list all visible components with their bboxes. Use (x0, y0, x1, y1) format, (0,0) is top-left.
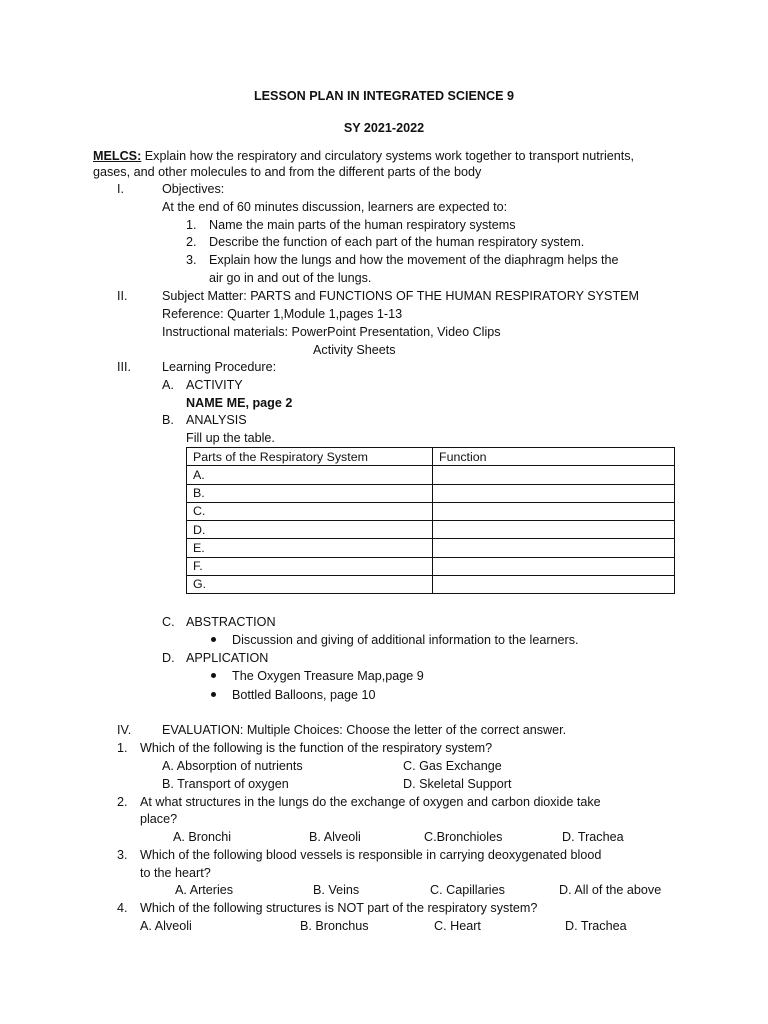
q1-choice-d: D. Skeletal Support (403, 777, 512, 791)
question-num-4: 4. (117, 901, 128, 915)
question-num-1: 1. (117, 741, 128, 755)
section-numeral-2: II. (117, 289, 128, 303)
question-text-2b: place? (140, 812, 178, 826)
instructional-materials-2: Activity Sheets (313, 343, 396, 357)
q3-choice-a: A. Arteries (175, 883, 234, 897)
reference: Reference: Quarter 1,Module 1,pages 1-13 (162, 307, 403, 321)
application-label: APPLICATION (186, 651, 269, 665)
question-text-4: Which of the following structures is NOT part of the respiratory system? (140, 901, 538, 915)
abstraction-bullet: Discussion and giving of additional information to the learners. (232, 633, 579, 647)
table-cell-part: F. (187, 557, 433, 575)
school-year: SY 2021-2022 (343, 121, 425, 135)
q4-choice-c: C. Heart (434, 919, 481, 933)
respiratory-parts-table (186, 447, 675, 594)
abstraction-letter: C. (162, 615, 175, 629)
q3-choice-b: B. Veins (313, 883, 360, 897)
table-row (187, 502, 675, 520)
objective-text-1: Name the main parts of the human respiratory systems (209, 218, 516, 232)
objective-num-1: 1. (186, 218, 197, 232)
q2-choice-c: C.Bronchioles (424, 830, 503, 844)
question-text-1: Which of the following is the function of the respiratory system? (140, 741, 493, 755)
q2-choice-a: A. Bronchi (173, 830, 232, 844)
bullet-icon (211, 692, 216, 697)
activity-letter: A. (162, 378, 174, 392)
table-cell-function (433, 575, 675, 593)
objectives-intro: At the end of 60 minutes discussion, learners are expected to: (162, 200, 508, 214)
bullet-icon (211, 673, 216, 678)
melcs-label: MELCS: (93, 149, 142, 163)
section-numeral-1: I. (117, 182, 124, 196)
objective-num-3: 3. (186, 253, 197, 267)
question-text-3a: Which of the following blood vessels is responsible in carrying deoxygenated blood (140, 848, 602, 862)
objective-text-3a: Explain how the lungs and how the movement of the diaphragm helps the (209, 253, 619, 267)
table-cell-part: E. (187, 539, 433, 557)
table-cell-part: D. (187, 521, 433, 539)
table-cell-part: C. (187, 502, 433, 520)
application-letter: D. (162, 651, 175, 665)
bullet-icon (211, 637, 216, 642)
q1-choice-c: C. Gas Exchange (403, 759, 502, 773)
table-cell-part: B. (187, 484, 433, 502)
table-cell-part: A. (187, 466, 433, 484)
objective-num-2: 2. (186, 235, 197, 249)
melcs-line-2: gases, and other molecules to and from the different parts of the body (93, 165, 482, 179)
analysis-letter: B. (162, 413, 174, 427)
q3-choice-c: C. Capillaries (430, 883, 505, 897)
table-row (187, 484, 675, 502)
q4-choice-d: D. Trachea (565, 919, 627, 933)
application-bullet-2: Bottled Balloons, page 10 (232, 688, 376, 702)
section-numeral-4: IV. (117, 723, 132, 737)
q4-choice-b: B. Bronchus (300, 919, 369, 933)
table-cell-function (433, 557, 675, 575)
table-cell-function (433, 466, 675, 484)
objectives-heading: Objectives: (162, 182, 225, 196)
table-row (187, 466, 675, 484)
table-header-row (187, 448, 675, 466)
table-header-function: Function (433, 448, 675, 466)
table-header-parts: Parts of the Respiratory System (187, 448, 433, 466)
document-title: LESSON PLAN IN INTEGRATED SCIENCE 9 (253, 89, 515, 103)
q3-choice-d: D. All of the above (559, 883, 662, 897)
evaluation-heading: EVALUATION: Multiple Choices: Choose the letter of the correct answer. (162, 723, 567, 737)
q1-choice-b: B. Transport of oxygen (162, 777, 289, 791)
table-row (187, 539, 675, 557)
procedure-heading: Learning Procedure: (162, 360, 277, 374)
melcs-text-1: Explain how the respiratory and circulatory systems work together to transport nutrients, (141, 149, 635, 163)
analysis-detail: Fill up the table. (186, 431, 275, 445)
activity-detail: NAME ME, page 2 (186, 396, 293, 410)
table-row (187, 521, 675, 539)
objective-text-3b: air go in and out of the lungs. (209, 271, 372, 285)
melcs-line-1 (93, 148, 634, 165)
q1-choice-a: A. Absorption of nutrients (162, 759, 303, 773)
objective-text-2: Describe the function of each part of the human respiratory system. (209, 235, 585, 249)
table-cell-part: G. (187, 575, 433, 593)
table-row (187, 575, 675, 593)
section-numeral-3: III. (117, 360, 131, 374)
activity-label: ACTIVITY (186, 378, 243, 392)
abstraction-label: ABSTRACTION (186, 615, 276, 629)
question-num-3: 3. (117, 848, 128, 862)
analysis-label: ANALYSIS (186, 413, 247, 427)
question-num-2: 2. (117, 795, 128, 809)
table-cell-function (433, 502, 675, 520)
table-row (187, 557, 675, 575)
q2-choice-b: B. Alveoli (309, 830, 361, 844)
instructional-materials: Instructional materials: PowerPoint Presentation, Video Clips (162, 325, 501, 339)
question-text-3b: to the heart? (140, 866, 211, 880)
q4-choice-a: A. Alveoli (140, 919, 192, 933)
table-cell-function (433, 484, 675, 502)
application-bullet-1: The Oxygen Treasure Map,page 9 (232, 669, 424, 683)
question-text-2a: At what structures in the lungs do the exchange of oxygen and carbon dioxide take (140, 795, 601, 809)
table-cell-function (433, 539, 675, 557)
q2-choice-d: D. Trachea (562, 830, 624, 844)
table-cell-function (433, 521, 675, 539)
subject-matter: Subject Matter: PARTS and FUNCTIONS OF THE HUMAN RESPIRATORY SYSTEM (162, 289, 640, 303)
